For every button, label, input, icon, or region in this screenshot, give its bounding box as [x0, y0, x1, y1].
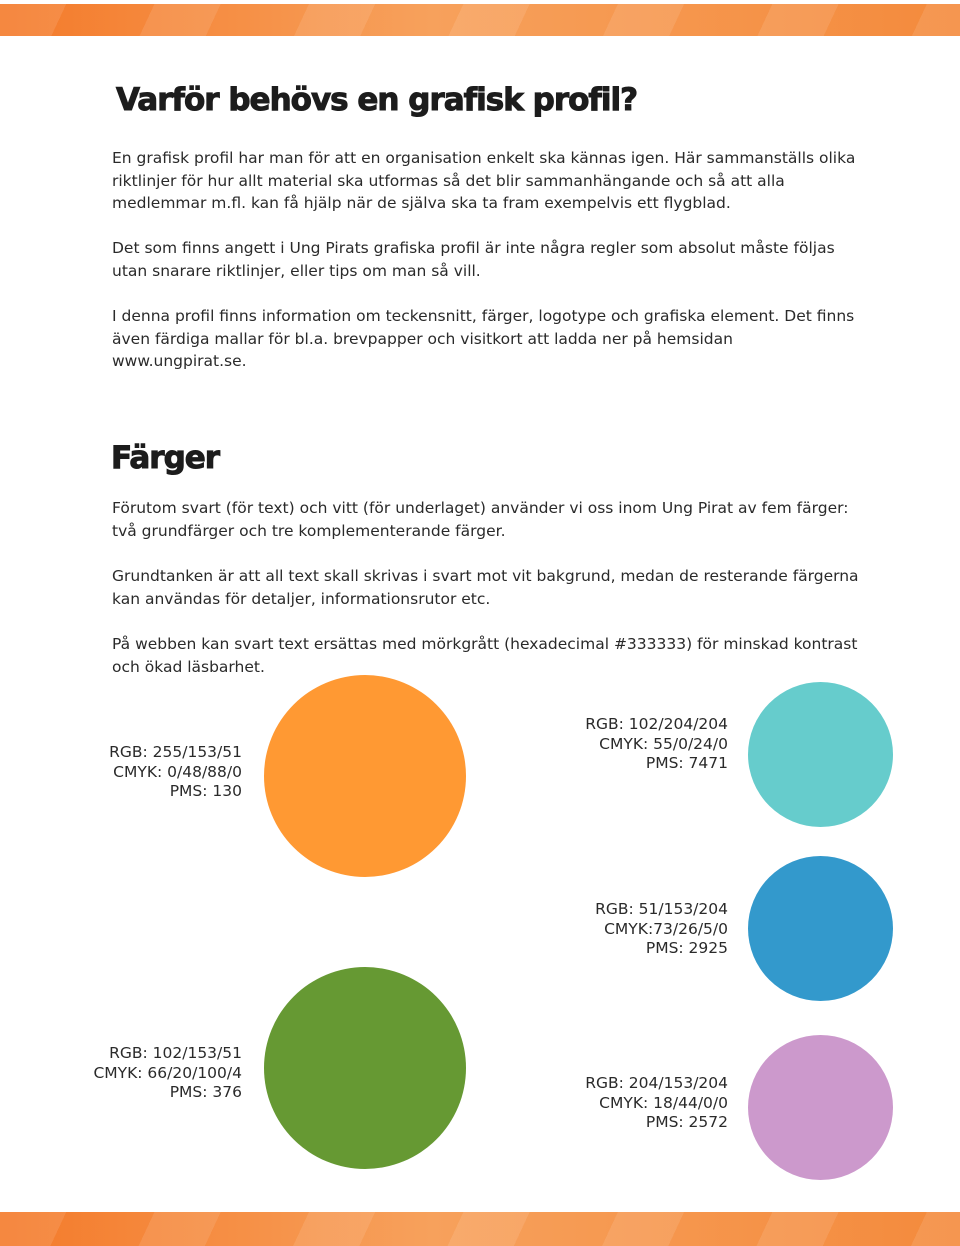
- bottom-decorative-band: [0, 1212, 960, 1246]
- intro-paragraph-1: En grafisk profil har man för att en organisation enkelt ska kännas igen. Här sammanställs olika riktlinjer för hur allt material ska utformas så det blir sammanhängande och så att alla medlemmar m.fl. kan få hjälp när de själva ska ta fram exempelvis ett flygblad.: [112, 149, 856, 212]
- swatch-rgb: RGB: 102/204/204: [585, 715, 728, 733]
- swatch-pms: PMS: 7471: [645, 754, 728, 772]
- swatch-circle-green: [264, 967, 466, 1169]
- swatch-circle-blue: [748, 856, 893, 1001]
- swatch-rgb: RGB: 204/153/204: [585, 1074, 728, 1092]
- swatch-circle-orange: [264, 675, 466, 877]
- swatch-label-green: [93, 1044, 242, 1103]
- swatch-circle-lilac: [748, 1035, 893, 1180]
- swatch-rgb: RGB: 51/153/204: [595, 900, 728, 918]
- swatch-cmyk: CMYK: 18/44/0/0: [599, 1093, 728, 1112]
- swatch-pms: PMS: 2572: [645, 1113, 728, 1131]
- swatch-cmyk: CMYK:73/26/5/0: [604, 919, 728, 938]
- swatch-circle-turquoise: [748, 682, 893, 827]
- swatch-label-turquoise: [585, 715, 728, 774]
- intro-paragraph-3: I denna profil finns information om teckensnitt, färger, logotype och grafiska element. Det finns även färdiga mallar för bl.a. brevpapper och visitkort att ladda ner på hemsidan www.ungpirat.se.: [112, 307, 855, 370]
- colors-paragraph-3: På webben kan svart text ersättas med mörkgrått (hexadecimal #333333) för minskad kontrast och ökad läsbarhet.: [112, 635, 858, 676]
- page-title: Varför behövs en grafisk profil?: [116, 82, 638, 118]
- swatch-pms: PMS: 2925: [645, 939, 728, 957]
- colors-paragraph-2: Grundtanken är att all text skall skrivas i svart mot vit bakgrund, medan de resterande färgerna kan användas för detaljer, informationsrutor etc.: [112, 567, 859, 608]
- swatch-label-orange: [109, 743, 242, 802]
- swatch-rgb: RGB: 102/153/51: [109, 1044, 242, 1062]
- swatch-rgb: RGB: 255/153/51: [109, 743, 242, 761]
- swatch-pms: PMS: 130: [169, 782, 242, 800]
- swatch-label-lilac: [585, 1074, 728, 1133]
- swatch-cmyk: CMYK: 0/48/88/0: [113, 762, 242, 781]
- colors-heading: Färger: [111, 440, 220, 476]
- swatch-cmyk: CMYK: 66/20/100/4: [93, 1063, 242, 1082]
- swatch-cmyk: CMYK: 55/0/24/0: [599, 734, 728, 753]
- colors-paragraph-1: Förutom svart (för text) och vitt (för underlaget) använder vi oss inom Ung Pirat av fem färger: två grundfärger och tre komplementerande färger.: [112, 499, 849, 540]
- intro-paragraph-2: Det som finns angett i Ung Pirats grafiska profil är inte några regler som absolut måste följas utan snarare riktlinjer, eller tips om man så vill.: [112, 239, 835, 280]
- swatch-pms: PMS: 376: [169, 1083, 242, 1101]
- top-decorative-band: [0, 4, 960, 36]
- swatch-label-blue: [595, 900, 728, 959]
